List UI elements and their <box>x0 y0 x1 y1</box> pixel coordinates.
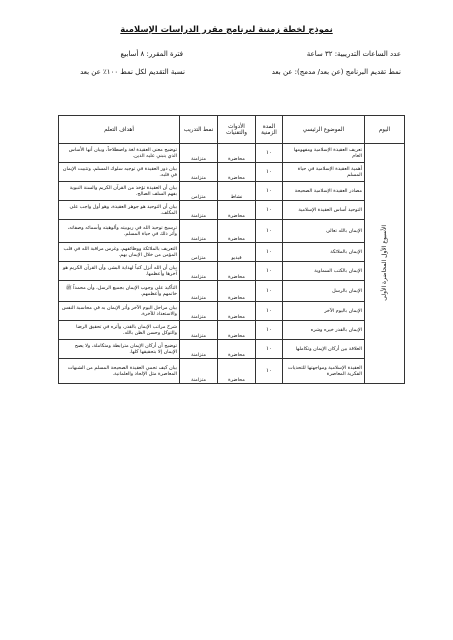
row-style: متزامن <box>180 243 218 262</box>
row-style: متزامنة <box>180 281 218 302</box>
row-topic: الإيمان بالقدر خيره وشره <box>283 321 365 340</box>
row-style: متزامنة <box>180 262 218 281</box>
table-row <box>59 144 405 163</box>
row-goal: ترسيخ توحيد الله في ربوبيته وألوهيته وأسمائه وصفاته، وأثر ذلك في حياة المسلم. <box>59 220 180 243</box>
row-style: متزامن <box>180 182 218 201</box>
header-style: نمط التدريب <box>180 116 218 144</box>
row-duration: ١٠ <box>256 302 283 321</box>
row-tools: محاضرة <box>218 144 256 163</box>
row-topic: التوحيد أساس العقيدة الإسلامية <box>283 201 365 220</box>
row-duration: ١٠ <box>256 243 283 262</box>
row-topic: الإيمان بالرسل <box>283 281 365 302</box>
row-goal: بيان أن الله أنزل كتباً لهداية البشر، وأن القرآن الكريم هو آخرها وأعظمها. <box>59 262 180 281</box>
row-tools: محاضرة <box>218 163 256 182</box>
row-tools: محاضرة <box>218 281 256 302</box>
row-topic: الإيمان بالملائكة <box>283 243 365 262</box>
week-label: الأسبوع الأول المحاضرة الأولى <box>381 224 388 301</box>
header-day: اليوم <box>365 116 405 144</box>
week-cell <box>365 144 405 384</box>
table-row <box>59 281 405 302</box>
row-topic: تعريف العقيدة الإسلامية ومفهومها العام <box>283 144 365 163</box>
schedule-table <box>58 115 405 384</box>
table-row <box>59 262 405 281</box>
table-row <box>59 163 405 182</box>
row-goal: توضيح أن أركان الإيمان مترابطة ومتكاملة، ولا يصح الإيمان إلا بتحقيقها كلها. <box>59 340 180 359</box>
row-goal: بيان أن العقيدة تؤخذ من القرآن الكريم والسنة النبوية بفهم السلف الصالح. <box>59 182 180 201</box>
row-goal: شرح مراتب الإيمان بالقدر، وأثره في تحقيق الرضا والتوكل وحسن الظن بالله. <box>59 321 180 340</box>
delivery-ratio: نسبة التقديم لكل نمط ١٠٠٪ عن بعد <box>80 68 185 76</box>
row-duration: ١٠ <box>256 321 283 340</box>
row-style: متزامنة <box>180 302 218 321</box>
table-row <box>59 220 405 243</box>
header-duration: المدة الزمنية <box>256 116 283 144</box>
page-title: نموذج لخطة زمنية لبرنامج مقرر الدراسات الإسلامية <box>120 24 333 34</box>
row-goal: التعريف بالملائكة ووظائفهم، وغرس مراقبة الله في قلب المؤمن من خلال الإيمان بهم. <box>59 243 180 262</box>
row-duration: ١٠ <box>256 182 283 201</box>
row-duration: ١٠ <box>256 340 283 359</box>
row-style: متزامنة <box>180 359 218 384</box>
table-row <box>59 359 405 384</box>
row-topic: العقيدة الإسلامية ومواجهتها للتحديات الفكرية المعاصرة <box>283 359 365 384</box>
header-tools: الأدوات والتقنيات <box>218 116 256 144</box>
header-topic: الموضوع الرئيسي <box>283 116 365 144</box>
row-tools: محاضرة <box>218 220 256 243</box>
row-topic: الإيمان بالله تعالى <box>283 220 365 243</box>
course-period: فترة المقرر: ٨ أسابيع <box>120 50 183 58</box>
row-goal: بيان دور العقيدة في توجيه سلوك المسلم، وتثبيت الإيمان في قلبه. <box>59 163 180 182</box>
row-topic: العلاقة بين أركان الإيمان وتكاملها <box>283 340 365 359</box>
row-tools: محاضرة <box>218 201 256 220</box>
row-tools: محاضرة <box>218 359 256 384</box>
row-topic: مصادر العقيدة الإسلامية الصحيحة <box>283 182 365 201</box>
table-row <box>59 243 405 262</box>
row-duration: ١٠ <box>256 144 283 163</box>
row-duration: ١٠ <box>256 281 283 302</box>
row-tools: نشاط <box>218 182 256 201</box>
row-goal: بيان مراحل اليوم الآخر وأثر الإيمان به في محاسبة النفس والاستعداد للآخرة. <box>59 302 180 321</box>
row-topic: أهمية العقيدة الإسلامية في حياة المسلم <box>283 163 365 182</box>
row-topic: الإيمان بالكتب السماوية <box>283 262 365 281</box>
table-row <box>59 340 405 359</box>
row-duration: ١٠ <box>256 220 283 243</box>
row-style: متزامنة <box>180 321 218 340</box>
table-row <box>59 321 405 340</box>
row-goal: توضيح معنى العقيدة لغة واصطلاحاً، وبيان أنها الأساس الذي ينبني عليه الدين. <box>59 144 180 163</box>
training-hours: عدد الساعات التدريبية: ٣٢ ساعة <box>306 50 401 58</box>
row-style: متزامنة <box>180 340 218 359</box>
row-goal: التأكيد على وجوب الإيمان بجميع الرسل، وأن محمداً ﷺ خاتمهم وأعظمهم. <box>59 281 180 302</box>
row-duration: ١٠ <box>256 201 283 220</box>
row-style: متزامنة <box>180 144 218 163</box>
row-tools: محاضرة <box>218 262 256 281</box>
row-topic: الإيمان باليوم الآخر <box>283 302 365 321</box>
table-row <box>59 201 405 220</box>
header-goals: أهداف التعلم <box>59 116 180 144</box>
row-tools: محاضرة <box>218 340 256 359</box>
row-goal: بيان أن التوحيد هو جوهر العقيدة، وهو أول واجب على المكلف. <box>59 201 180 220</box>
row-tools: محاضرة <box>218 321 256 340</box>
row-tools: محاضرة <box>218 302 256 321</box>
row-duration: ١٠ <box>256 163 283 182</box>
table-row <box>59 182 405 201</box>
row-duration: ١٠ <box>256 359 283 384</box>
row-style: متزامنة <box>180 163 218 182</box>
row-duration: ١٠ <box>256 262 283 281</box>
row-style: متزامنة <box>180 201 218 220</box>
row-goal: بيان كيف تحمي العقيدة الصحيحة المسلم من الشبهات المعاصرة مثل الإلحاد والعلمانية. <box>59 359 180 384</box>
table-row <box>59 302 405 321</box>
delivery-style: نمط تقديم البرنامج (عن بعد/ مدمج): عن بعد <box>271 68 401 76</box>
row-tools: فيديو <box>218 243 256 262</box>
row-style: متزامنة <box>180 220 218 243</box>
table-header-row <box>59 116 405 144</box>
